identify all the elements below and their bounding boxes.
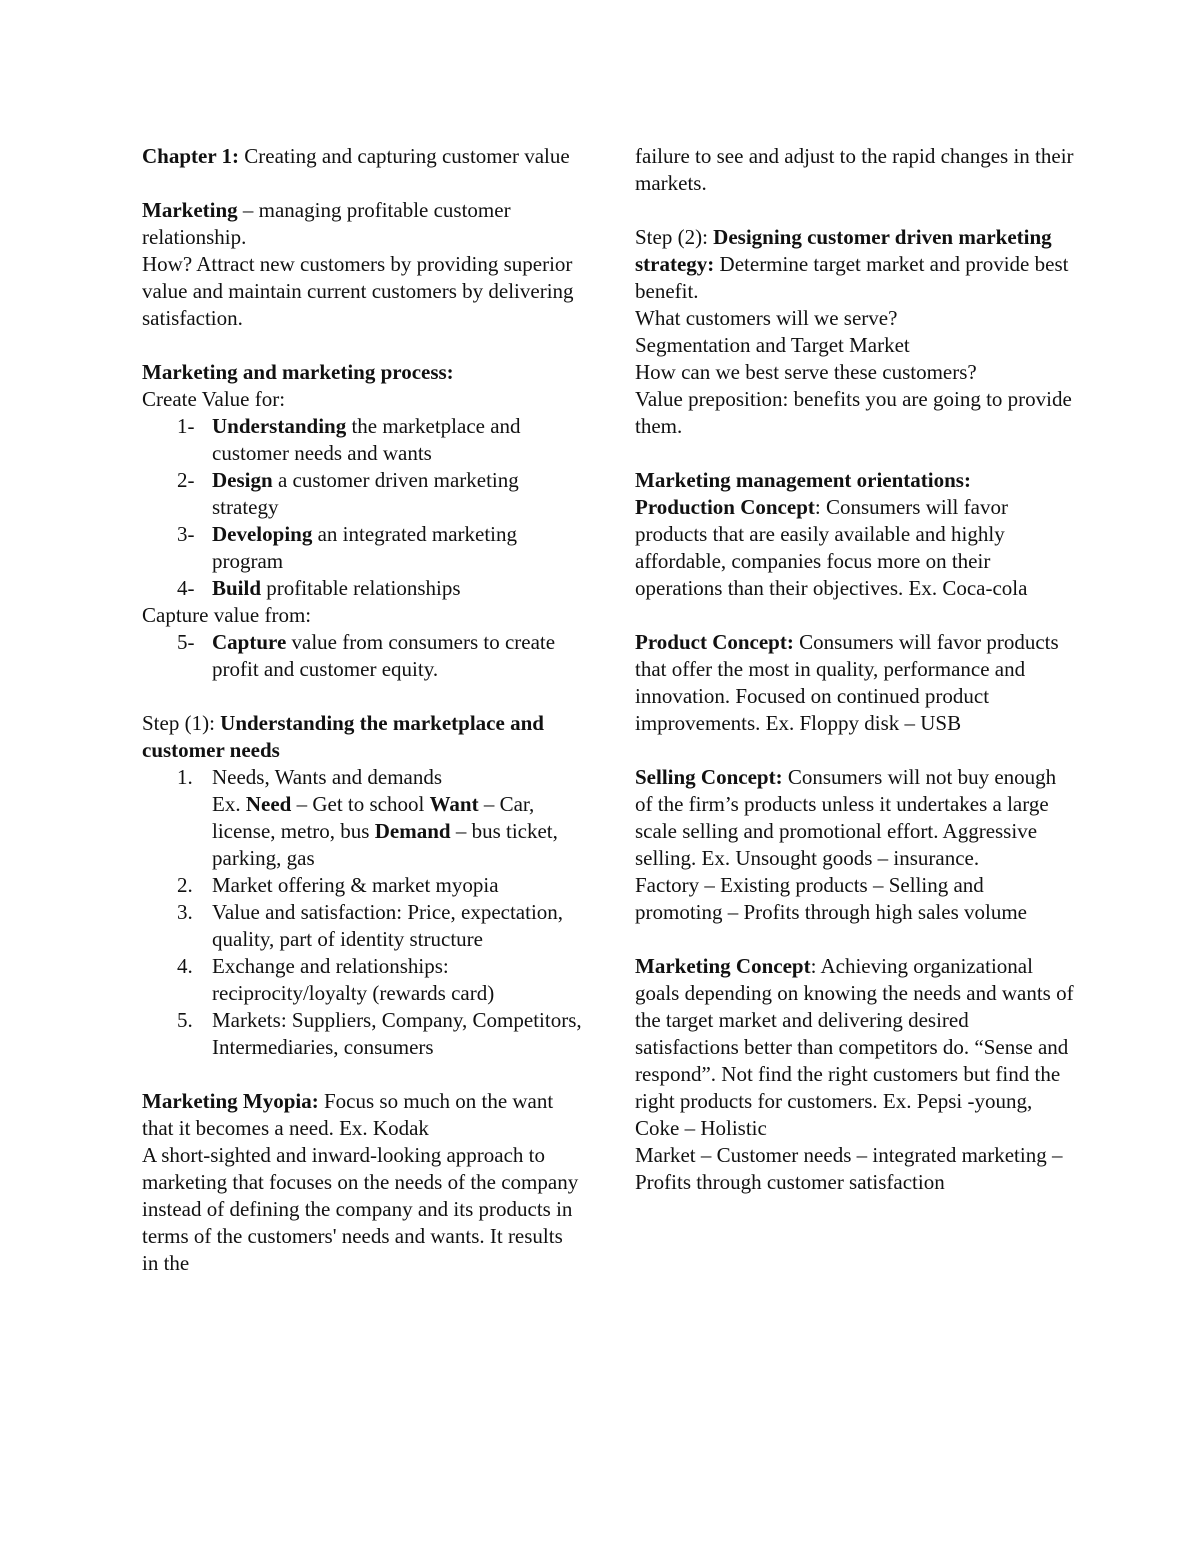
right-column <box>635 143 1075 1196</box>
answer-segmentation: Segmentation and Target Market <box>635 333 910 357</box>
selling-concept: Selling Concept: Consumers will not buy enough of the firm’s products unless it undertakes a large scale selling and promotional effort. Aggressive selling. Ex. Unsought goods – insurance. <box>635 765 1057 870</box>
how-paragraph: How? Attract new customers by providing superior value and maintain current customers by delivering satisfaction. <box>142 252 574 330</box>
left-column <box>142 143 582 1277</box>
list-item: 4. Exchange and relationships: reciprocity/loyalty (rewards card) <box>177 954 495 1005</box>
list-item: 4- Build profitable relationships <box>177 576 461 600</box>
orientations-heading: Marketing management orientations: <box>635 468 971 492</box>
myopia-description: A short-sighted and inward-looking approach to marketing that focuses on the needs of the company instead of defining the company and its products in terms of the customers' needs and wants. It results in the <box>142 1143 579 1275</box>
create-value-label: Create Value for: <box>142 387 286 411</box>
step1-heading: Step (1): Understanding the marketplace and customer needs <box>142 711 544 762</box>
list-item: 2. Market offering & market myopia <box>177 873 499 897</box>
marketing-flow: Market – Customer needs – integrated marketing – Profits through customer satisfaction <box>635 1143 1063 1194</box>
list-item: 3- Developing an integrated marketing program <box>177 522 518 573</box>
myopia-definition: Marketing Myopia: Focus so much on the want that it becomes a need. Ex. Kodak <box>142 1089 554 1140</box>
step2-paragraph: Step (2): Designing customer driven marketing strategy: Determine target market and provide best benefit. <box>635 225 1069 303</box>
list-item: 3. Value and satisfaction: Price, expectation, quality, part of identity structure <box>177 900 564 951</box>
list-item: 5. Markets: Suppliers, Company, Competitors, Intermediaries, consumers <box>177 1008 582 1059</box>
capture-value-label: Capture value from: <box>142 603 312 627</box>
selling-flow: Factory – Existing products – Selling and promoting – Profits through high sales volume <box>635 873 1027 924</box>
list-item: 1- Understanding the marketplace and customer needs and wants <box>177 414 521 465</box>
marketing-definition: Marketing – managing profitable customer relationship. <box>142 198 511 249</box>
list-item: 5- Capture value from consumers to create profit and customer equity. <box>177 630 556 681</box>
production-concept: Production Concept: Consumers will favor products that are easily available and highly affordable, companies focus more on their operations than their objectives. Ex. Coca-cola <box>635 495 1028 600</box>
myopia-continued: failure to see and adjust to the rapid changes in their markets. <box>635 144 1074 195</box>
process-heading: Marketing and marketing process: <box>142 360 454 384</box>
product-concept: Product Concept: Consumers will favor products that offer the most in quality, performance and innovation. Focused on continued product improvements. Ex. Floppy disk – USB <box>635 630 1059 735</box>
chapter-title: Chapter 1: Creating and capturing customer value <box>142 144 570 168</box>
list-item: 1. Needs, Wants and demands Ex. Need – Get to school Want – Car, license, metro, bus Demand – bus ticket, parking, gas <box>177 765 558 870</box>
question-serve: What customers will we serve? <box>635 306 898 330</box>
answer-value-preposition: Value preposition: benefits you are going to provide them. <box>635 387 1072 438</box>
marketing-concept: Marketing Concept: Achieving organizational goals depending on knowing the needs and wants of the target market and delivering desired satisfactions better than competitors do. “Sense and respond”. Not find the right customers but find the right products for customers. Ex. Pepsi -young, Coke – Holistic <box>635 954 1074 1140</box>
question-best-serve: How can we best serve these customers? <box>635 360 977 384</box>
list-item: 2- Design a customer driven marketing strategy <box>177 468 519 519</box>
